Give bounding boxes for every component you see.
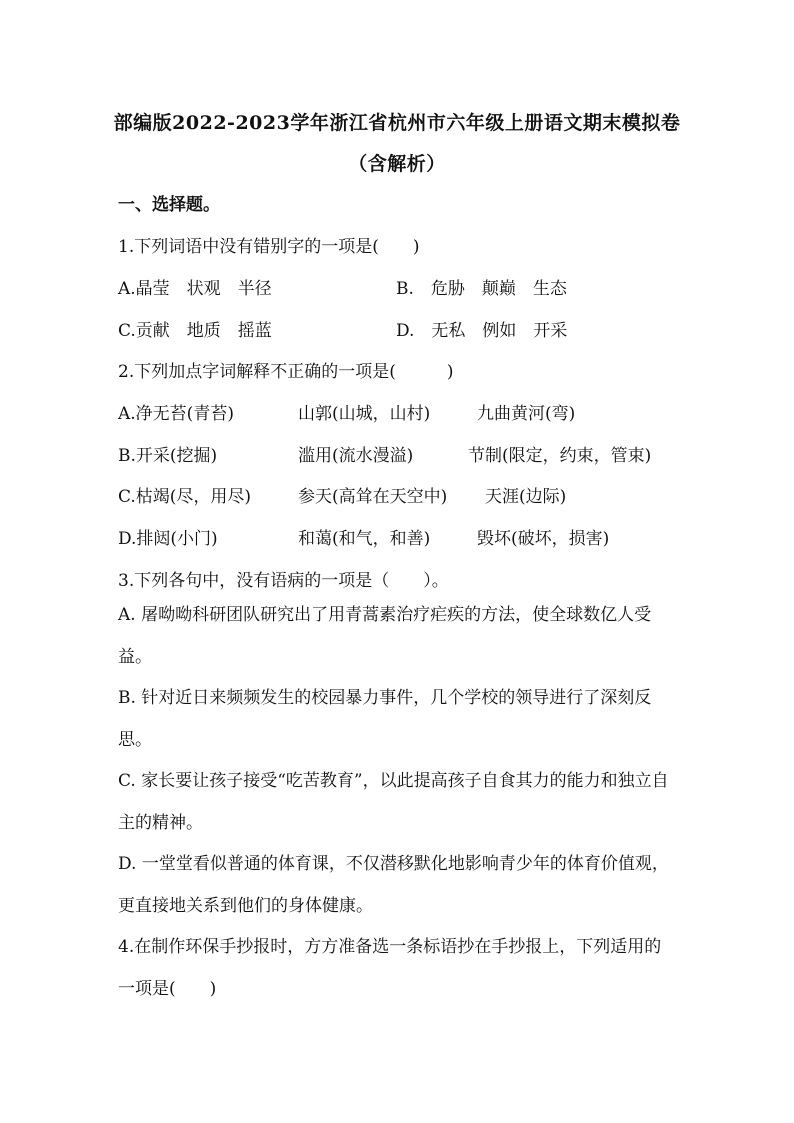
question-2-option-b-word-3: 节制(限定，约束，管束) <box>468 446 652 466</box>
question-3-option-c: C. 家长要让孩子接受“吃苦教育”，以此提高孩子自食其力的能力和独立自主的精神。 <box>118 771 669 833</box>
document-subtitle: （含解析） <box>348 153 446 175</box>
question-3-option-d: D. 一堂堂看似普通的体育课，不仅潜移默化地影响青少年的体育价值观，更直接地关系到他们的身体健康。 <box>118 854 669 916</box>
question-2-option-c-word-1: C.枯竭(尽，用尽) <box>118 487 252 507</box>
question-2-option-c-word-2: 参天(高耸在天空中) <box>298 487 448 507</box>
question-2-option-b-word-2: 滥用(流水漫溢) <box>298 446 414 466</box>
document-title: 部编版2022-2023学年浙江省杭州市六年级上册语文期末模拟卷 <box>113 112 681 134</box>
question-2-option-c-word-3: 天涯(边际) <box>485 487 567 507</box>
question-3-option-a: A. 屠呦呦科研团队研究出了用青蒿素治疗疟疾的方法，使全球数亿人受益。 <box>118 605 652 667</box>
question-2-option-a-word-2: 山郭(山城，山村) <box>298 404 431 424</box>
question-2-option-a-word-1: A.净无苔(青苔) <box>118 404 234 424</box>
question-1-option-a: A.晶莹 状观 半径 <box>118 279 272 299</box>
question-2-option-b-word-1: B.开采(挖掘) <box>118 446 218 466</box>
question-1-option-b: B. 危胁 颠巅 生态 <box>396 279 567 299</box>
question-4-stem: 4.在制作环保手抄报时，方方准备选一条标语抄在手抄报上，下列适用的一项是( ) <box>118 937 662 999</box>
section-heading: 一、选择题。 <box>118 195 220 215</box>
question-2-option-d-word-3: 毁坏(破坏，损害) <box>477 529 610 549</box>
question-3-option-b: B. 针对近日来频频发生的校园暴力事件，几个学校的领导进行了深刻反思。 <box>118 688 652 750</box>
question-2-stem: 2.下列加点字词解释不正确的一项是( ) <box>118 362 454 382</box>
question-2-option-a-word-3: 九曲黄河(弯) <box>477 404 576 424</box>
question-1-stem: 1.下列词语中没有错别字的一项是( ) <box>118 237 420 257</box>
question-1-option-d: D. 无私 例如 开采 <box>396 321 568 341</box>
question-2-option-d-word-1: D.排闼(小门) <box>118 529 218 549</box>
question-2-option-d-word-2: 和蔼(和气，和善) <box>298 529 431 549</box>
question-1-option-c: C.贡献 地质 摇蓝 <box>118 321 272 341</box>
question-3-stem: 3.下列各句中，没有语病的一项是（ ）。 <box>118 571 449 591</box>
